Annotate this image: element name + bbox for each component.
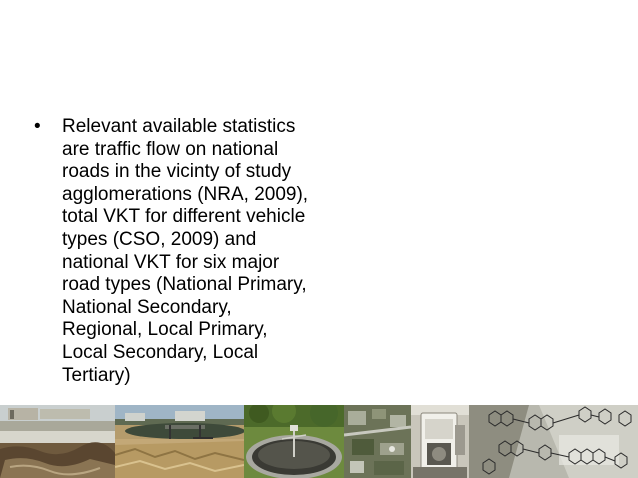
bullet-text: Relevant available statistics are traffic flow on national roads in the vicinty of study agglomerations (NRA, 2009), total VKT for different vehicle types (CSO, 2009) and national VKT for six major road types (National Primary, National Secondary, Regional, Local Primary, Local Secondary, Local Tertiary) bbox=[62, 116, 309, 386]
photo-chemical-structures bbox=[469, 405, 638, 478]
photo-sampling-equipment bbox=[411, 405, 469, 478]
photo-wastewater-channel bbox=[0, 405, 115, 478]
slide-body bbox=[34, 116, 344, 387]
photo-clarifier-tank bbox=[244, 405, 344, 478]
photo-aerial-site bbox=[344, 405, 411, 478]
photo-treatment-tanks bbox=[115, 405, 244, 478]
bullet-item bbox=[34, 116, 344, 387]
photo-strip bbox=[0, 405, 638, 478]
bullet-marker: • bbox=[34, 116, 41, 137]
